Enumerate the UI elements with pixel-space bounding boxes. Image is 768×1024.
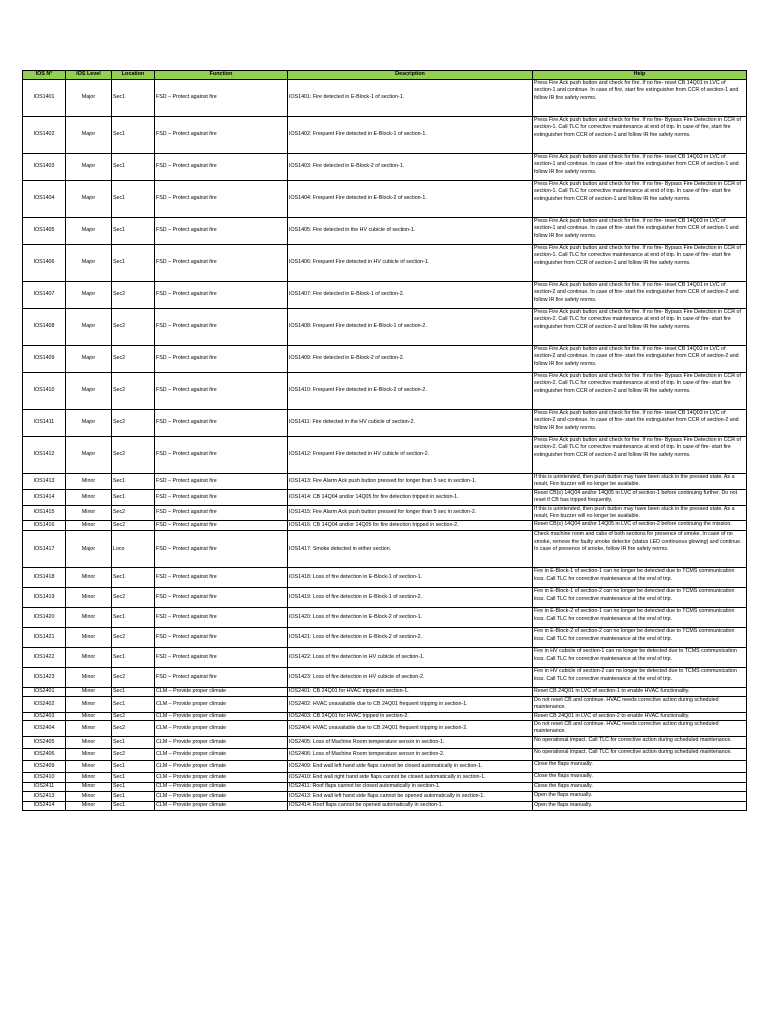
- cell-function: CLM – Provide proper climate: [155, 782, 288, 791]
- cell-help: Fire in E-Block-2 of section-1 can no longer be detected due to TCMS communication loss. Call TLC for corrective maintenance at the end of trip.: [533, 608, 747, 628]
- cell-ios-level: Minor: [66, 489, 112, 505]
- cell-help: Press Fire Ack push button and check for fire. If no fire- reset CB 14Q03 in LVC of section-2 and continue. In case of fire- start fire extinguisher from CCR of section-2 and follow IR fire safety norms.: [533, 410, 747, 437]
- cell-ios-number: IOS2401: [23, 688, 66, 696]
- table-row: [23, 282, 747, 309]
- cell-ios-number: IOS1421: [23, 628, 66, 648]
- cell-ios-number: IOS1403: [23, 154, 66, 181]
- cell-description: IOS1406: Frequent Fire detected in HV cubicle of section-1.: [288, 245, 533, 282]
- cell-ios-number: IOS1422: [23, 648, 66, 668]
- cell-ios-number: IOS1415: [23, 505, 66, 521]
- cell-location: Sec2: [112, 668, 155, 688]
- table-row: [23, 373, 747, 410]
- cell-ios-level: Minor: [66, 608, 112, 628]
- cell-function: FSD – Protect against fire: [155, 628, 288, 648]
- cell-function: CLM – Provide proper climate: [155, 772, 288, 782]
- table-row: [23, 668, 747, 688]
- cell-location: Sec1: [112, 474, 155, 490]
- cell-help: Open the flaps manually.: [533, 791, 747, 801]
- cell-description: IOS1419: Loss of fire detection in E-Block-1 of section-2.: [288, 588, 533, 608]
- cell-function: FSD – Protect against fire: [155, 245, 288, 282]
- cell-help: Do not reset CB and continue. HVAC needs corrective action during scheduled maintenance.: [533, 696, 747, 712]
- cell-ios-level: Minor: [66, 696, 112, 712]
- cell-ios-number: IOS1418: [23, 568, 66, 588]
- cell-location: Sec1: [112, 648, 155, 668]
- cell-function: FSD – Protect against fire: [155, 346, 288, 373]
- table-row: [23, 245, 747, 282]
- cell-function: CLM – Provide proper climate: [155, 721, 288, 737]
- cell-ios-level: Minor: [66, 628, 112, 648]
- cell-ios-level: Minor: [66, 568, 112, 588]
- cell-help: Close the flaps manually.: [533, 760, 747, 772]
- ios-table: [22, 70, 747, 811]
- cell-description: IOS1415: Fire Alarm Ack push button pressed for longer than 5 sec in section-2.: [288, 505, 533, 521]
- cell-help: Fire in E-Block-1 of section-2 can no longer be detected due to TCMS communication loss. Call TLC for corrective maintenance at the end of trip.: [533, 588, 747, 608]
- cell-description: IOS1423: Loss of fire detection in HV cubicle of section-2.: [288, 668, 533, 688]
- cell-help: Press Fire Ack push button and check for fire. If no fire- reset CB 14Q01 in LVC of section-2 and continue. In case of fire- start fire extinguisher from CCR of section-2 and follow IR fire safety norms.: [533, 282, 747, 309]
- cell-function: FSD – Protect against fire: [155, 608, 288, 628]
- cell-help: Do not reset CB and continue. HVAC needs corrective action during scheduled maintenance.: [533, 721, 747, 737]
- cell-function: CLM – Provide proper climate: [155, 748, 288, 760]
- cell-function: CLM – Provide proper climate: [155, 696, 288, 712]
- table-row: [23, 309, 747, 346]
- cell-function: FSD – Protect against fire: [155, 521, 288, 531]
- table-row: [23, 772, 747, 782]
- cell-ios-number: IOS2411: [23, 782, 66, 791]
- cell-location: Sec2: [112, 712, 155, 720]
- table-row: [23, 474, 747, 490]
- cell-function: FSD – Protect against fire: [155, 531, 288, 568]
- table-row: [23, 801, 747, 810]
- cell-ios-number: IOS2413: [23, 791, 66, 801]
- cell-ios-level: Major: [66, 80, 112, 117]
- table-row: [23, 218, 747, 245]
- cell-help: Close the flaps manually.: [533, 782, 747, 791]
- cell-description: IOS2402: HVAC unavailable due to CB 24Q01 frequent tripping in section-1.: [288, 696, 533, 712]
- cell-function: CLM – Provide proper climate: [155, 801, 288, 810]
- cell-function: FSD – Protect against fire: [155, 117, 288, 154]
- cell-ios-level: Minor: [66, 760, 112, 772]
- cell-location: Loco: [112, 531, 155, 568]
- table-row: [23, 521, 747, 531]
- cell-ios-number: IOS1414: [23, 489, 66, 505]
- cell-help: Press Fire Ack push button and check for fire. If no fire- reset CB 14Q01 in LVC of section-1 and continue. In case of fire, start fire extinguisher from CCR of section-1 and follow IR fire safety norms.: [533, 80, 747, 117]
- cell-location: Sec1: [112, 772, 155, 782]
- cell-help: Reset CB 24Q01 in LVC of section-2 to enable HVAC functionality.: [533, 712, 747, 720]
- cell-description: IOS1408: Frequent Fire detected in E-Block-1 of section-2.: [288, 309, 533, 346]
- cell-location: Sec2: [112, 282, 155, 309]
- cell-ios-number: IOS1412: [23, 437, 66, 474]
- cell-description: IOS1412: Frequent Fire detected in HV cubicle of section-2.: [288, 437, 533, 474]
- cell-function: FSD – Protect against fire: [155, 154, 288, 181]
- cell-ios-level: Major: [66, 373, 112, 410]
- cell-ios-level: Minor: [66, 748, 112, 760]
- cell-help: Press Fire Ack push button and check for fire. If no fire- Bypass Fire Detection in CCR of section-2. Call TLC for corrective maintenance at end of trip. In case of fire- start fire extinguisher from CCR of section-2 and follow IR fire safety norms.: [533, 437, 747, 474]
- cell-description: IOS1402: Frequent Fire detected in E-Block-1 of section-1.: [288, 117, 533, 154]
- cell-ios-level: Major: [66, 531, 112, 568]
- cell-ios-level: Minor: [66, 648, 112, 668]
- cell-description: IOS2414: Roof flaps cannot be opened automatically in section-1.: [288, 801, 533, 810]
- cell-ios-number: IOS1405: [23, 218, 66, 245]
- cell-help: Press Fire Ack push button and check for fire. If no fire- Bypass Fire Detection in CCR of section-2. Call TLC for corrective maintenance at end of trip. In case of fire- start fire extinguisher from CCR of section-2 and follow IR fire safety norms.: [533, 373, 747, 410]
- cell-location: Sec1: [112, 117, 155, 154]
- cell-location: Sec1: [112, 245, 155, 282]
- cell-ios-number: IOS2404: [23, 721, 66, 737]
- cell-help: Press Fire Ack push button and check for fire. If no fire- Bypass Fire Detection in CCR of section-1. Call TLC for corrective maintenance at end of trip. In case of fire, start fire extinguisher from CCR of section-1 and follow IR fire safety norms.: [533, 117, 747, 154]
- cell-help: No operational impact. Call TLC for corrective action during scheduled maintenance.: [533, 736, 747, 748]
- cell-function: FSD – Protect against fire: [155, 474, 288, 490]
- cell-location: Sec1: [112, 736, 155, 748]
- cell-ios-level: Major: [66, 437, 112, 474]
- cell-description: IOS1416: CB 14Q04 and/or 14Q05 for fire detection tripped in section-2.: [288, 521, 533, 531]
- table-row: [23, 437, 747, 474]
- cell-function: FSD – Protect against fire: [155, 588, 288, 608]
- cell-description: IOS1417: Smoke detected in either section.: [288, 531, 533, 568]
- cell-help: Check machine room and cabs of both sections for presence of smoke. In case of no smoke, remove the faulty smoke detector (status LED continuous glowing) and continue. In case of presence of smoke, follow IR fire safety norms.: [533, 531, 747, 568]
- cell-ios-number: IOS2409: [23, 760, 66, 772]
- cell-location: Sec1: [112, 801, 155, 810]
- header-help: Help: [533, 71, 747, 80]
- cell-function: FSD – Protect against fire: [155, 218, 288, 245]
- cell-location: Sec1: [112, 80, 155, 117]
- cell-ios-level: Minor: [66, 588, 112, 608]
- cell-function: FSD – Protect against fire: [155, 181, 288, 218]
- cell-description: IOS1405: Fire detected in the HV cubicle of section-1.: [288, 218, 533, 245]
- cell-ios-level: Major: [66, 181, 112, 218]
- cell-ios-number: IOS1408: [23, 309, 66, 346]
- cell-location: Sec2: [112, 748, 155, 760]
- document-page: [22, 70, 746, 811]
- cell-help: Fire in HV cubicle of section-2 can no longer be detected due to TCMS communication loss. Call TLC for corrective maintenance at the end of trip.: [533, 668, 747, 688]
- table-row: [23, 648, 747, 668]
- cell-help: Press Fire Ack push button and check for fire. If no fire- reset CB 14Q02 in LVC of section-1 and continue. In case of fire- start fire extinguisher from CCR of section-1 and follow IR fire safety norms.: [533, 154, 747, 181]
- cell-ios-number: IOS1420: [23, 608, 66, 628]
- cell-location: Sec1: [112, 489, 155, 505]
- cell-location: Sec2: [112, 628, 155, 648]
- cell-help: No operational impact. Call TLC for corrective action during scheduled maintenance.: [533, 748, 747, 760]
- cell-ios-number: IOS1406: [23, 245, 66, 282]
- table-row: [23, 608, 747, 628]
- cell-help: Fire in E-Block-2 of section-2 can no longer be detected due to TCMS communication loss. Call TLC for corrective maintenance at the end of trip.: [533, 628, 747, 648]
- cell-ios-level: Major: [66, 154, 112, 181]
- cell-help: Press Fire Ack push button and check for fire. If no fire- reset CB 14Q03 in LVC of section-1 and continue. In case of fire- start fire extinguisher from CCR of section-1 and follow IR fire safety norms.: [533, 218, 747, 245]
- table-row: [23, 628, 747, 648]
- cell-ios-level: Minor: [66, 505, 112, 521]
- cell-description: IOS2401: CB 24Q01 for HVAC tripped in section-1.: [288, 688, 533, 696]
- cell-location: Sec1: [112, 154, 155, 181]
- header-function: Function: [155, 71, 288, 80]
- cell-location: Sec2: [112, 309, 155, 346]
- cell-function: FSD – Protect against fire: [155, 80, 288, 117]
- cell-help: If this is unintended, then push button may have been stuck in the pressed state. As a result, Fire buzzer will no longer be available.: [533, 505, 747, 521]
- cell-help: Reset CB(s) 14Q04 and/or 14Q05 in LVC of section-2 before continuing the mission.: [533, 521, 747, 531]
- header-location: Location: [112, 71, 155, 80]
- table-row: [23, 688, 747, 696]
- cell-description: IOS2410: End wall right hand side flaps cannot be closed automatically in section-1.: [288, 772, 533, 782]
- cell-function: CLM – Provide proper climate: [155, 791, 288, 801]
- header-description: Description: [288, 71, 533, 80]
- cell-ios-number: IOS1419: [23, 588, 66, 608]
- cell-ios-level: Major: [66, 309, 112, 346]
- cell-ios-number: IOS1413: [23, 474, 66, 490]
- table-row: [23, 568, 747, 588]
- cell-ios-number: IOS2405: [23, 736, 66, 748]
- table-row: [23, 712, 747, 720]
- cell-ios-level: Minor: [66, 736, 112, 748]
- cell-location: Sec2: [112, 588, 155, 608]
- table-row: [23, 531, 747, 568]
- table-row: [23, 154, 747, 181]
- cell-location: Sec1: [112, 608, 155, 628]
- cell-description: IOS2413: End wall left hand side flaps cannot be opened automatically in section-1.: [288, 791, 533, 801]
- table-row: [23, 760, 747, 772]
- cell-ios-number: IOS1416: [23, 521, 66, 531]
- cell-help: Reset CB 24Q01 in LVC of section-1 to enable HVAC functionality.: [533, 688, 747, 696]
- cell-location: Sec2: [112, 505, 155, 521]
- cell-ios-number: IOS1401: [23, 80, 66, 117]
- table-row: [23, 782, 747, 791]
- cell-ios-number: IOS2403: [23, 712, 66, 720]
- cell-description: IOS1414: CB 14Q04 and/or 14Q05 for fire detection tripped in section-1.: [288, 489, 533, 505]
- cell-ios-number: IOS1409: [23, 346, 66, 373]
- table-row: [23, 117, 747, 154]
- table-row: [23, 791, 747, 801]
- cell-description: IOS1401: Fire detected in E-Block-1 of section-1.: [288, 80, 533, 117]
- cell-help: If this is unintended, then push button may have been stuck in the pressed state. As a result, Fire buzzer will no longer be available.: [533, 474, 747, 490]
- cell-ios-level: Minor: [66, 721, 112, 737]
- cell-ios-level: Minor: [66, 712, 112, 720]
- cell-description: IOS1411: Fire detected in the HV cubicle of section-2.: [288, 410, 533, 437]
- table-body: [23, 80, 747, 811]
- cell-description: IOS1404: Frequent Fire detected in E-Block-2 of section-1.: [288, 181, 533, 218]
- cell-description: IOS1421: Loss of fire detection in E-Block-2 of section-2.: [288, 628, 533, 648]
- cell-ios-level: Major: [66, 282, 112, 309]
- cell-function: CLM – Provide proper climate: [155, 712, 288, 720]
- cell-location: Sec1: [112, 760, 155, 772]
- cell-help: Reset CB(s) 14Q04 and/or 14Q05 in LVC of section-1 before continuing further. Do not reset if CB has tripped frequently.: [533, 489, 747, 505]
- cell-description: IOS2403: CB 24Q01 for HVAC tripped in section-2.: [288, 712, 533, 720]
- cell-function: CLM – Provide proper climate: [155, 736, 288, 748]
- cell-function: FSD – Protect against fire: [155, 489, 288, 505]
- cell-ios-level: Major: [66, 346, 112, 373]
- cell-description: IOS2411: Roof flaps cannot be closed automatically in section-1.: [288, 782, 533, 791]
- cell-help: Press Fire Ack push button and check for fire. If no fire- reset CB 14Q02 in LVC of section-2 and continue. In case of fire- start fire extinguisher from CCR of section-2 and follow IR fire safety norms.: [533, 346, 747, 373]
- cell-help: Press Fire Ack push button and check for fire. If no fire- Bypass Fire Detection in CCR of section-1. Call TLC for corrective maintenance at end of trip. In case of fire- start fire extinguisher from CCR of section-1 and follow IR fire safety norms.: [533, 245, 747, 282]
- cell-location: Sec2: [112, 346, 155, 373]
- cell-description: IOS1403: Fire detected in E-Block-2 of section-1.: [288, 154, 533, 181]
- cell-ios-number: IOS2406: [23, 748, 66, 760]
- cell-location: Sec2: [112, 521, 155, 531]
- cell-ios-level: Minor: [66, 782, 112, 791]
- cell-ios-level: Major: [66, 218, 112, 245]
- cell-function: FSD – Protect against fire: [155, 309, 288, 346]
- cell-ios-level: Major: [66, 245, 112, 282]
- cell-location: Sec1: [112, 791, 155, 801]
- cell-help: Close the flaps manually.: [533, 772, 747, 782]
- cell-description: IOS1407: Fire detected in E-Block-1 of section-2.: [288, 282, 533, 309]
- cell-function: FSD – Protect against fire: [155, 668, 288, 688]
- cell-ios-level: Minor: [66, 521, 112, 531]
- table-row: [23, 748, 747, 760]
- cell-ios-number: IOS1423: [23, 668, 66, 688]
- cell-ios-level: Minor: [66, 688, 112, 696]
- header-ios-number: IOS N°: [23, 71, 66, 80]
- cell-ios-number: IOS1404: [23, 181, 66, 218]
- table-row: [23, 346, 747, 373]
- cell-ios-number: IOS1410: [23, 373, 66, 410]
- header-ios-level: IOS Level: [66, 71, 112, 80]
- cell-description: IOS1409: Fire detected in E-Block-2 of section-2.: [288, 346, 533, 373]
- cell-location: Sec1: [112, 181, 155, 218]
- cell-location: Sec2: [112, 437, 155, 474]
- cell-ios-number: IOS1411: [23, 410, 66, 437]
- cell-description: IOS2404: HVAC unavailable due to CB 24Q01 frequent tripping in section-2.: [288, 721, 533, 737]
- cell-help: Fire in E-Block-1 of section-1 can no longer be detected due to TCMS communication loss. Call TLC for corrective maintenance at the end of trip.: [533, 568, 747, 588]
- cell-ios-level: Minor: [66, 474, 112, 490]
- table-row: [23, 588, 747, 608]
- cell-description: IOS2409: End wall left hand side flaps cannot be closed automatically in section-1.: [288, 760, 533, 772]
- cell-ios-number: IOS2414: [23, 801, 66, 810]
- cell-function: FSD – Protect against fire: [155, 410, 288, 437]
- cell-ios-number: IOS2402: [23, 696, 66, 712]
- cell-ios-level: Minor: [66, 801, 112, 810]
- cell-help: Press Fire Ack push button and check for fire. If no fire- Bypass Fire Detection in CCR of section-2. Call TLC for corrective maintenance at end of trip. In case of fire- start fire extinguisher from CCR of section-2 and follow IR fire safety norms.: [533, 309, 747, 346]
- cell-function: FSD – Protect against fire: [155, 282, 288, 309]
- cell-location: Sec1: [112, 688, 155, 696]
- cell-function: CLM – Provide proper climate: [155, 688, 288, 696]
- cell-location: Sec1: [112, 218, 155, 245]
- cell-function: FSD – Protect against fire: [155, 648, 288, 668]
- cell-help: Press Fire Ack push button and check for fire. If no fire- Bypass Fire Detection in CCR of section-1. Call TLC for corrective maintenance at end of trip. In case of fire- start fire extinguisher from CCR of section-1 and follow IR fire safety norms.: [533, 181, 747, 218]
- cell-description: IOS1420: Loss of fire detection in E-Block-2 of section-1.: [288, 608, 533, 628]
- cell-description: IOS1422: Loss of fire detection in HV cubicle of section-1.: [288, 648, 533, 668]
- table-row: [23, 181, 747, 218]
- cell-function: FSD – Protect against fire: [155, 437, 288, 474]
- table-header-row: [23, 71, 747, 80]
- cell-ios-level: Minor: [66, 772, 112, 782]
- cell-description: IOS2406: Loss of Machine Room temperature sensor in section-2.: [288, 748, 533, 760]
- cell-description: IOS1418: Loss of fire detection in E-Block-1 of section-1.: [288, 568, 533, 588]
- cell-function: CLM – Provide proper climate: [155, 760, 288, 772]
- cell-ios-level: Major: [66, 410, 112, 437]
- table-row: [23, 736, 747, 748]
- cell-function: FSD – Protect against fire: [155, 373, 288, 410]
- table-row: [23, 696, 747, 712]
- cell-location: Sec2: [112, 373, 155, 410]
- cell-location: Sec1: [112, 782, 155, 791]
- table-row: [23, 505, 747, 521]
- cell-location: Sec1: [112, 568, 155, 588]
- cell-ios-number: IOS1402: [23, 117, 66, 154]
- cell-ios-number: IOS1407: [23, 282, 66, 309]
- cell-ios-level: Minor: [66, 791, 112, 801]
- cell-description: IOS1413: Fire Alarm Ack push button pressed for longer than 5 sec in section-1.: [288, 474, 533, 490]
- cell-ios-number: IOS2410: [23, 772, 66, 782]
- cell-location: Sec2: [112, 410, 155, 437]
- cell-description: IOS2405: Loss of Machine Room temperature sensor in section-1.: [288, 736, 533, 748]
- cell-ios-level: Minor: [66, 668, 112, 688]
- cell-help: Open the flaps manually.: [533, 801, 747, 810]
- cell-description: IOS1410: Frequent Fire detected in E-Block-2 of section-2.: [288, 373, 533, 410]
- cell-ios-number: IOS1417: [23, 531, 66, 568]
- cell-location: Sec2: [112, 721, 155, 737]
- cell-function: FSD – Protect against fire: [155, 568, 288, 588]
- table-row: [23, 721, 747, 737]
- table-row: [23, 489, 747, 505]
- cell-location: Sec1: [112, 696, 155, 712]
- cell-function: FSD – Protect against fire: [155, 505, 288, 521]
- cell-ios-level: Major: [66, 117, 112, 154]
- table-row: [23, 410, 747, 437]
- table-row: [23, 80, 747, 117]
- cell-help: Fire in HV cubicle of section-1 can no longer be detected due to TCMS communication loss. Call TLC for corrective maintenance at the end of trip.: [533, 648, 747, 668]
